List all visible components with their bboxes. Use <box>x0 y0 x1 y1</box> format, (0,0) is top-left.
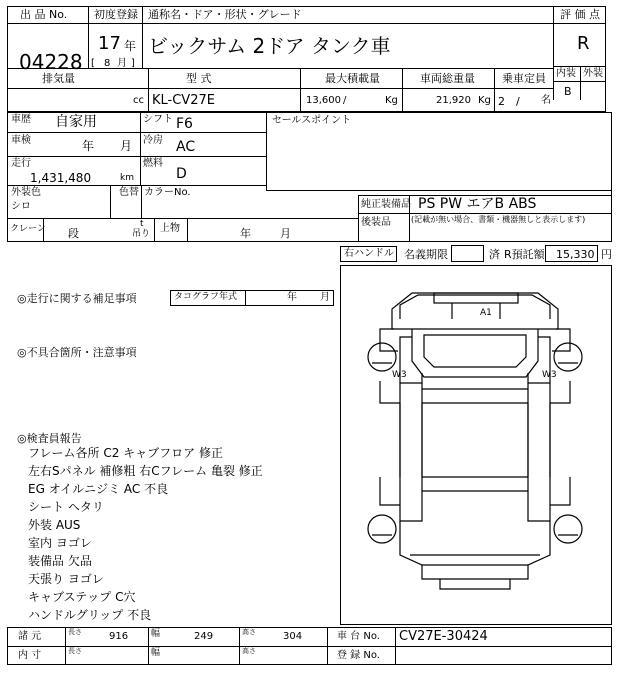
report-line: シート ヘタリ <box>28 500 104 514</box>
aftermarket-label: 後装品 <box>361 217 391 228</box>
first-reg-label: 初度登録 <box>94 8 138 21</box>
tacho-label: タコグラフ年式 <box>174 292 238 302</box>
fuel-label: 燃料 <box>143 158 163 169</box>
grade-label: 評 価 点 <box>560 8 600 21</box>
first-reg-month: 8 <box>104 58 111 69</box>
year-unit: 年 <box>124 39 137 53</box>
ac-value: AC <box>176 139 196 155</box>
damage-mark: A1 <box>480 308 492 318</box>
fuel-value: D <box>176 166 187 182</box>
report-line: 天張り ヨゴレ <box>28 572 104 586</box>
lot-number: 04228 <box>19 50 83 74</box>
truck-outline <box>340 265 612 625</box>
height-value: 304 <box>283 631 303 642</box>
shift-label: シフト <box>143 114 173 125</box>
width-value: 249 <box>194 631 214 642</box>
vehicle-name: ビックサム 2ドア タンク車 <box>148 34 391 58</box>
dims-label: 諸 元 <box>18 631 42 642</box>
grade-value: R <box>577 33 590 54</box>
report-line: 左右Sパネル 補修粗 右Cフレーム 亀裂 修正 <box>28 464 263 478</box>
displacement-label: 排気量 <box>42 72 75 85</box>
cc-unit: cc <box>133 95 144 106</box>
chassis-label: 車 台 No. <box>337 631 380 642</box>
name-change-label: 名義期限 <box>404 248 448 261</box>
damage-mark: W3 <box>392 370 407 380</box>
truck-diagram <box>340 265 612 625</box>
std-equip-label: 純正装備品 <box>361 199 411 210</box>
report-line: EG オイルニジミ AC 不良 <box>28 482 169 496</box>
max-load-label: 最大積載量 <box>325 72 380 85</box>
driving-notes-label: ◎走行に関する補足事項 <box>17 292 137 305</box>
shift-value: F6 <box>176 116 193 132</box>
ac-label: 冷房 <box>143 135 163 146</box>
report-line: 外装 AUS <box>28 518 81 532</box>
reg-label: 登 録 No. <box>337 650 380 661</box>
std-equip-value: PS PW エアB ABS <box>418 196 537 212</box>
upper-label: 上物 <box>160 223 180 234</box>
history-value: 自家用 <box>55 114 97 130</box>
chassis-value: CV27E-30424 <box>399 629 488 644</box>
max-load-value: 13,600 <box>306 95 341 106</box>
report-line: ハンドルグリップ 不良 <box>28 608 152 622</box>
damage-mark: W3 <box>542 370 557 380</box>
mileage-label: 走行 <box>11 158 31 169</box>
color-code-label: 色替 <box>119 187 139 198</box>
capacity-label: 乗車定員 <box>502 72 546 85</box>
aftermarket-note: (記載が無い場合、書類・機器無しと表示します) <box>411 215 586 224</box>
recycle-fee-label: R預託額 <box>504 248 545 261</box>
steering-value: 右ハンドル <box>344 248 394 259</box>
model-code: KL-CV27E <box>152 93 215 108</box>
exterior-label: 外装 <box>583 68 603 79</box>
capacity-value: 2 <box>498 95 505 108</box>
sales-point-label: セールスポイント <box>272 115 352 126</box>
interior-grade: B <box>564 85 572 98</box>
gross-weight-label: 車両総重量 <box>420 72 475 85</box>
report-line: 室内 ヨゴレ <box>28 536 92 550</box>
month-unit: 月 <box>117 58 127 69</box>
vehicle-name-label: 通称名・ドア・形状・グレード <box>148 8 302 21</box>
model-label: 型 式 <box>186 72 212 85</box>
inner-dims-label: 内 寸 <box>18 650 42 661</box>
recycle-label: 済 <box>489 248 500 261</box>
ext-color-label: 外装色 <box>11 187 41 198</box>
inspection-label: 車検 <box>11 135 31 146</box>
report-line: キャブステップ C穴 <box>28 590 136 604</box>
history-label: 車歴 <box>11 114 31 125</box>
defects-label: ◎不具合箇所・注意事項 <box>17 346 137 359</box>
crane-label: クレーン <box>10 224 46 234</box>
color-no-label: カラーNo. <box>144 187 191 198</box>
recycle-fee-value: 15,330 <box>556 248 595 261</box>
length-value: 916 <box>109 631 129 642</box>
inspector-report-label: ◎検査員報告 <box>17 432 82 445</box>
gross-weight-value: 21,920 <box>436 95 471 106</box>
interior-label: 内装 <box>556 68 576 79</box>
ext-color-value: シロ <box>11 201 31 212</box>
report-line: フレーム各所 C2 キャブフロア 修正 <box>28 446 223 460</box>
mileage-value: 1,431,480 <box>30 171 92 185</box>
first-reg-year: 17 <box>98 33 121 54</box>
report-line: 装備品 欠品 <box>28 554 92 568</box>
lot-label: 出 品 No. <box>20 8 68 21</box>
